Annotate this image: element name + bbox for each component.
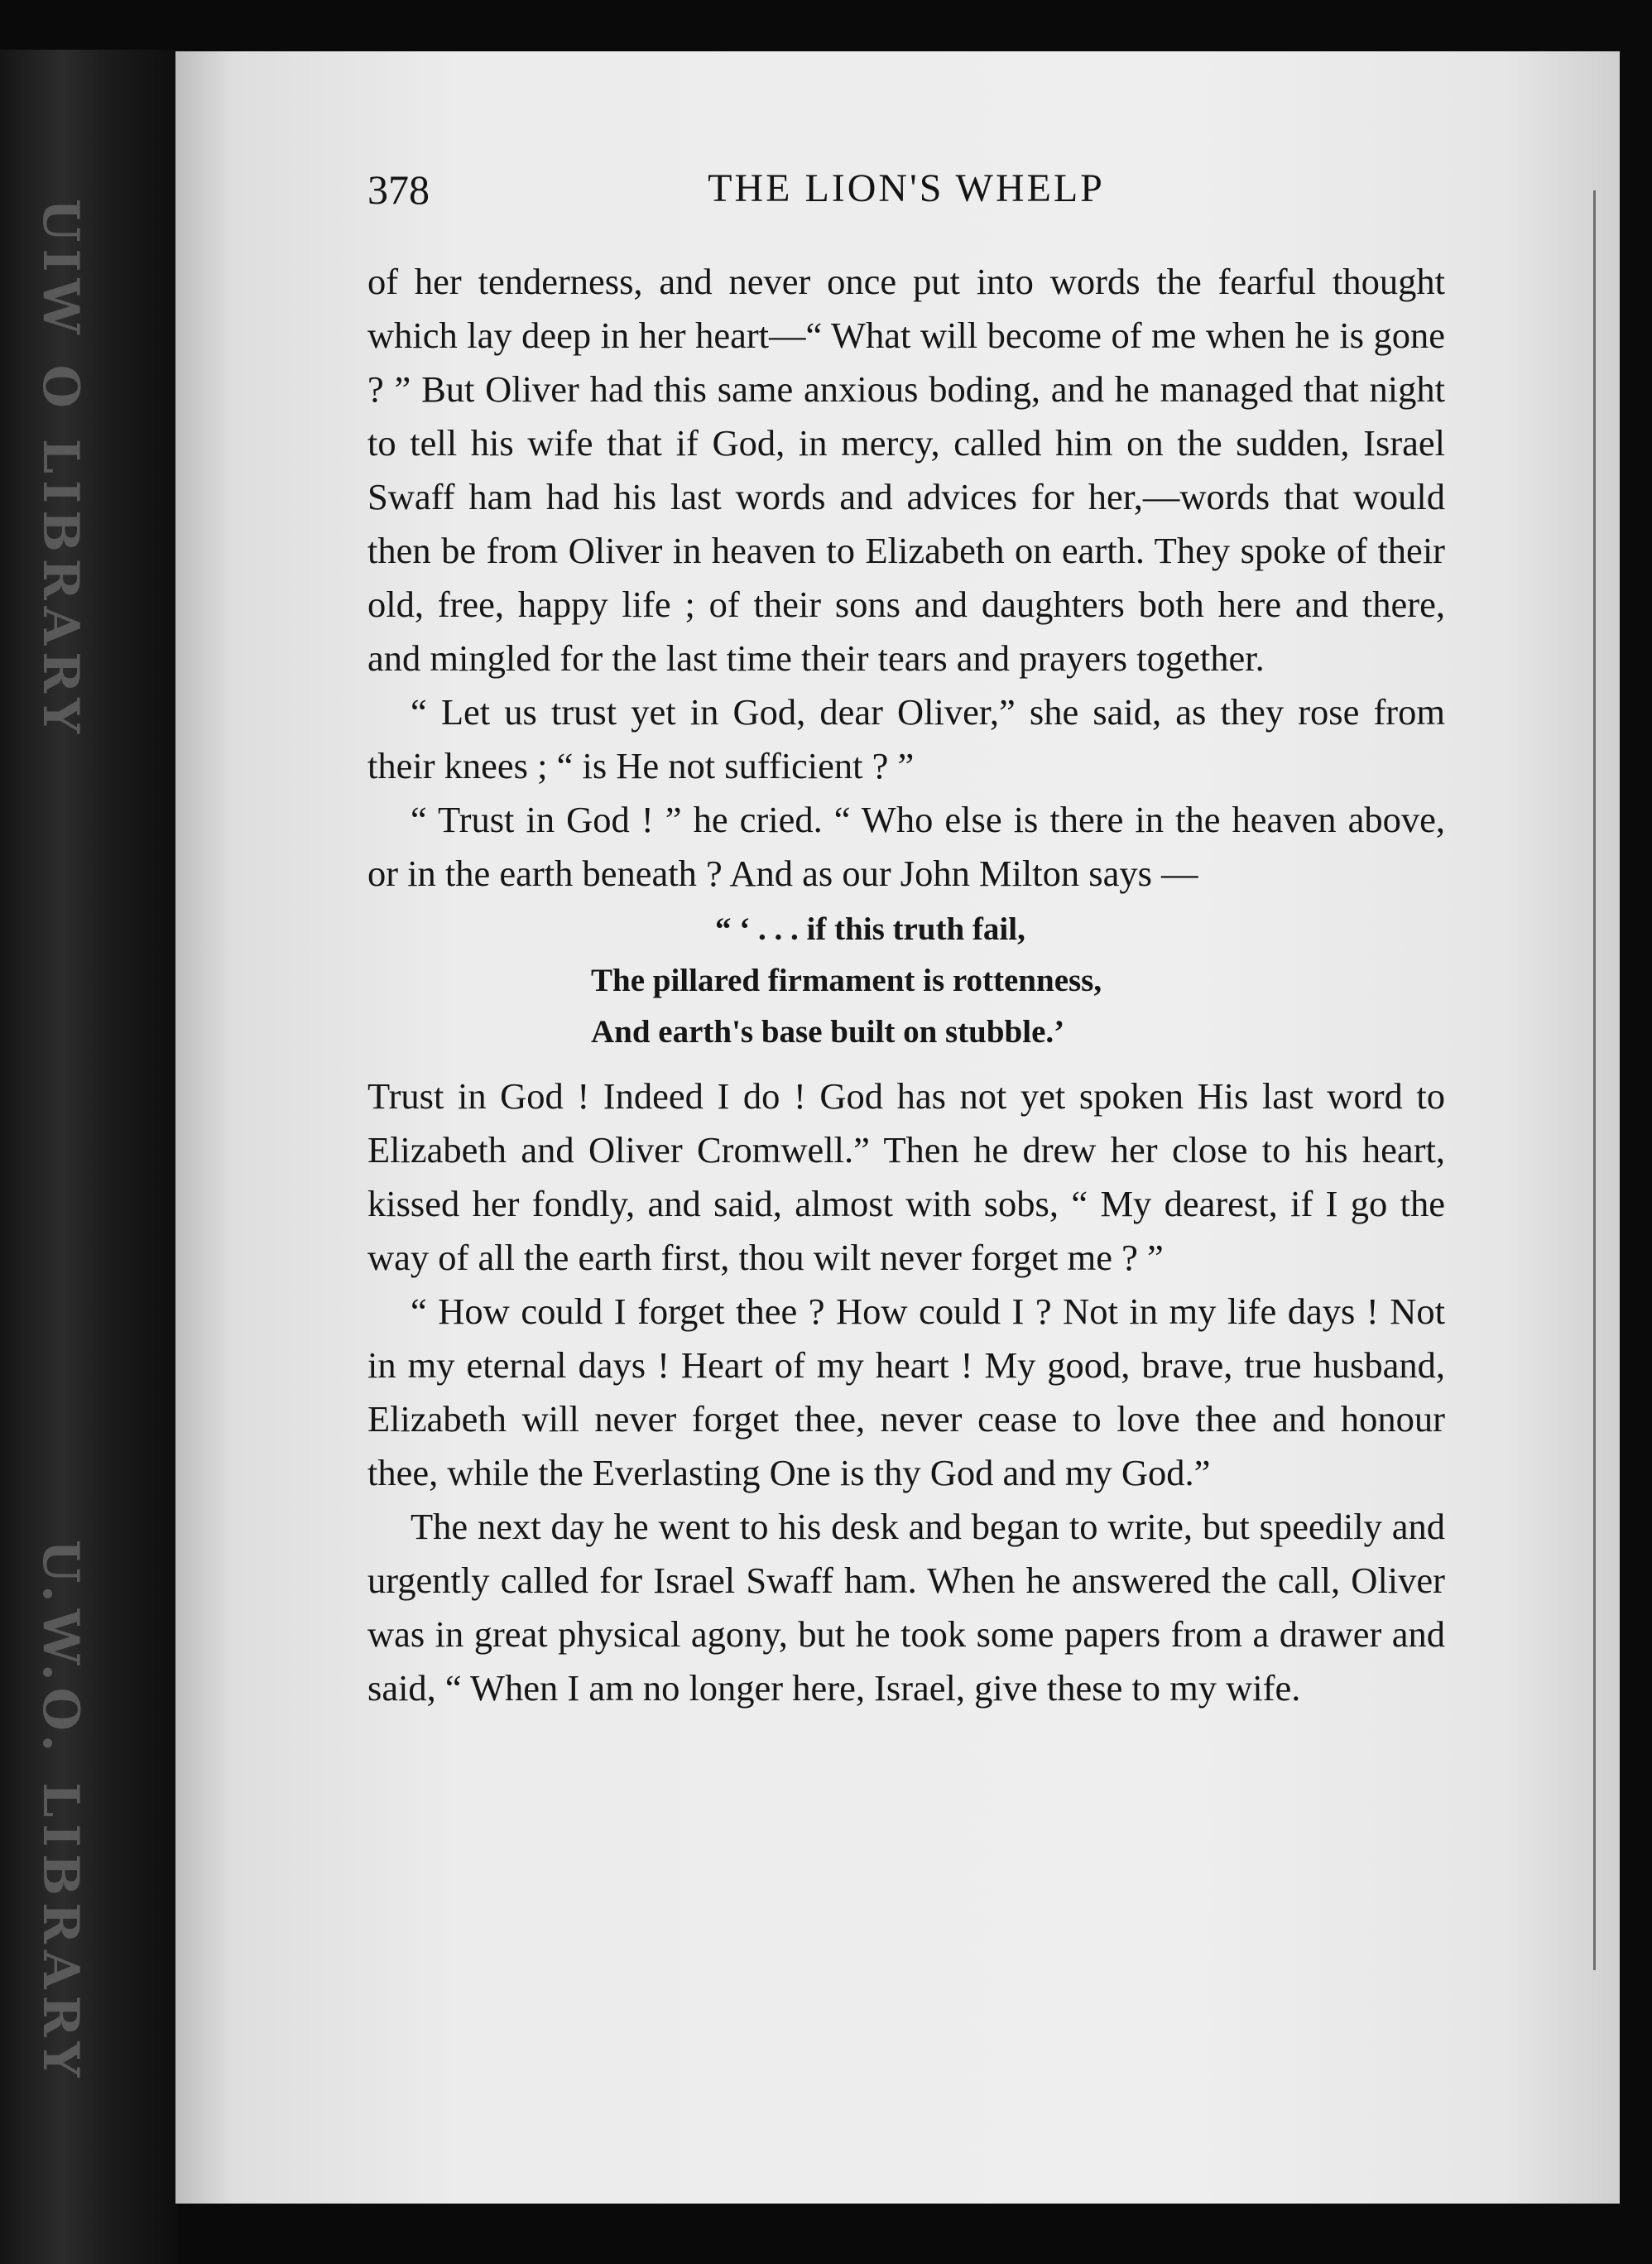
paragraph: of her tenderness, and never once put into words the fearful thought which lay deep in her heart—“ What will become of me when he is gone ? ” But Oliver had this same anxious boding, and he managed that night to tell his wife that if God, in mercy, called him on the sudden, Israel Swaff ham had his last words and advices for her,—words that would then be from Oliver in heaven to Elizabeth on earth. They spoke of their old, free, happy life ; of their sons and daughters both here and there, and mingled for the last time their tears and prayers together. [367, 261, 1445, 679]
paragraphs-after-verse [367, 1070, 1445, 1715]
verse-line: And earth's base built on stubble.’ [591, 1014, 1065, 1050]
paragraph: “ Let us trust yet in God, dear Oliver,” she said, as they rose from their knees ; “ is He not sufficient ? ” [367, 691, 1445, 786]
paragraphs-before-verse [367, 255, 1445, 901]
paragraph: “ Trust in God ! ” he cried. “ Who else is there in the heaven above, or in the earth beneath ? And as our John Milton says — [367, 799, 1445, 894]
page-edge-shadow [1593, 190, 1611, 1970]
page-header [367, 166, 1445, 224]
book-spine [0, 50, 178, 2264]
body-text [367, 255, 1445, 1715]
library-stamp-top: UIW O LIBRARY [31, 199, 89, 741]
verse-line: “ ‘ . . . if this truth fail, [715, 911, 1025, 947]
paragraph: Trust in God ! Indeed I do ! God has not yet spoken His last word to Elizabeth and Oliver Cromwell.” Then he drew her close to his heart, kissed her fondly, and said, almost with sobs, “ My dearest, if I go the way of all the earth first, thou wilt never forget me ? ” [367, 1075, 1445, 1278]
paragraph: “ How could I forget thee ? How could I ? Not in my life days ! Not in my eternal days ! Heart of my heart ! My good, brave, true husband, Elizabeth will never forget thee, never cease to love thee and honour thee, while the Everlasting One is thy God and my God.” [367, 1291, 1445, 1493]
verse-quotation [367, 904, 1445, 1058]
verse-line: The pillared firmament is rottenness, [591, 963, 1102, 998]
paragraph: The next day he went to his desk and began to write, but speedily and urgently called for Israel Swaff ham. When he answered the call, Oliver was in great physical agony, but he took some papers from a drawer and said, “ When I am no longer here, Israel, give these to my wife. [367, 1506, 1445, 1709]
library-stamp-bottom: U.W.O. LIBRARY [31, 1540, 89, 2084]
page-number: 378 [367, 166, 430, 213]
running-title: THE LION'S WHELP [708, 166, 1105, 210]
